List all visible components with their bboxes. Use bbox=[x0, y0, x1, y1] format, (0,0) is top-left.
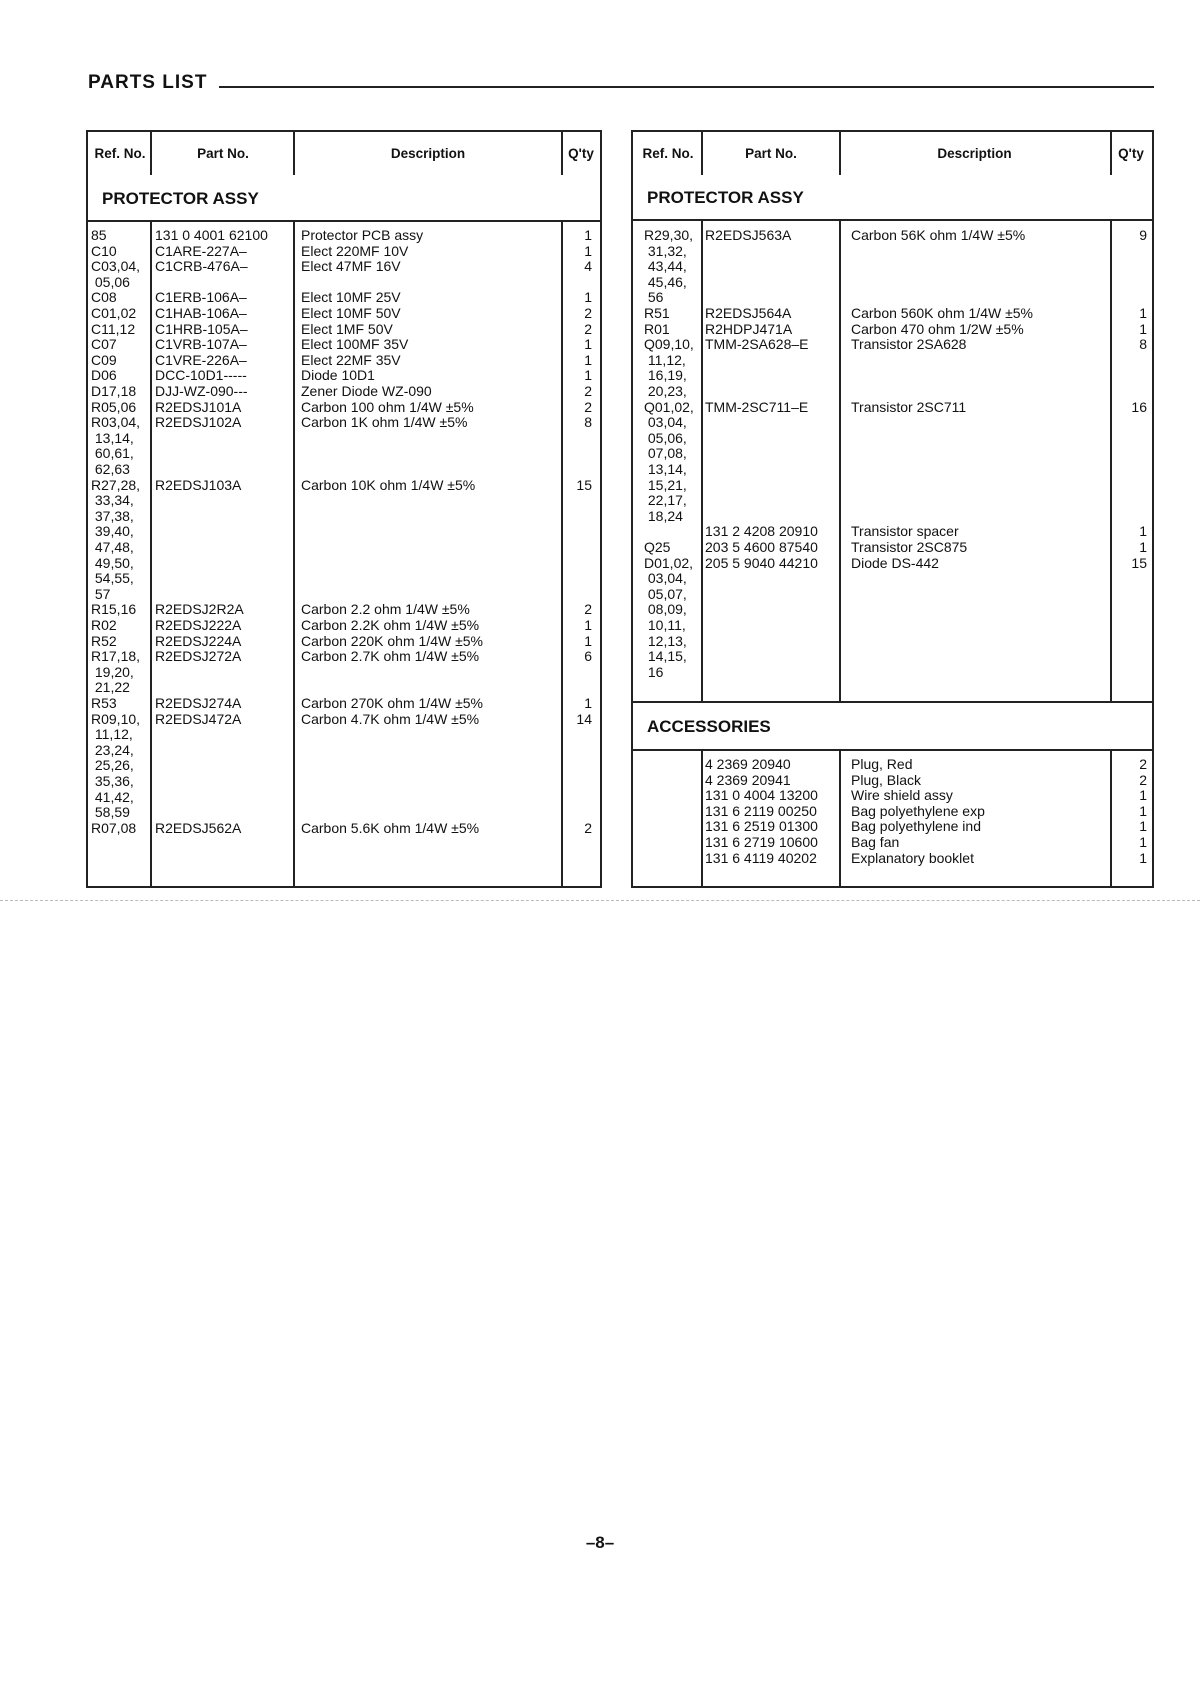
ref-no-cell: 62,63 bbox=[91, 461, 130, 477]
description-cell: Wire shield assy bbox=[851, 787, 953, 804]
dashed-separator bbox=[0, 900, 1200, 901]
qty-cell: 2 bbox=[584, 320, 592, 337]
parts-table-right bbox=[631, 130, 1154, 888]
table-row bbox=[633, 305, 1152, 321]
header-qty: Q'ty bbox=[1118, 146, 1144, 161]
description-cell: Elect 47MF 16V bbox=[301, 258, 401, 275]
qty-cell: 2 bbox=[1139, 771, 1147, 788]
table-row bbox=[88, 773, 600, 789]
ref-no-cell: 13,14, bbox=[91, 429, 134, 446]
description-cell: Elect 100MF 35V bbox=[301, 336, 409, 353]
table-row bbox=[633, 818, 1152, 834]
description-cell: Carbon 56K ohm 1/4W ±5% bbox=[851, 227, 1026, 243]
qty-cell: 1 bbox=[584, 336, 592, 353]
description-cell: Elect 10MF 50V bbox=[301, 305, 401, 321]
ref-no-cell: 05,06, bbox=[644, 429, 687, 446]
qty-cell: 1 bbox=[584, 695, 592, 711]
table-row bbox=[88, 399, 600, 415]
page-title: PARTS LIST bbox=[88, 72, 208, 93]
ref-no-cell: 31,32, bbox=[644, 242, 687, 259]
description-cell: Explanatory booklet bbox=[851, 849, 974, 866]
ref-no-cell: 18,24 bbox=[644, 507, 683, 524]
table-row bbox=[633, 492, 1152, 508]
part-no-cell: R2EDSJ274A bbox=[155, 695, 242, 711]
table-row bbox=[633, 383, 1152, 399]
ref-no-cell: R05,06 bbox=[91, 398, 137, 415]
table-row bbox=[633, 834, 1152, 850]
ref-no-cell: 10,11, bbox=[644, 617, 686, 633]
table-row bbox=[88, 523, 600, 539]
table-row bbox=[88, 570, 600, 586]
table-row bbox=[633, 633, 1152, 649]
section-title: PROTECTOR ASSY bbox=[633, 175, 1152, 221]
table-row bbox=[88, 633, 600, 649]
table-row bbox=[88, 711, 600, 727]
ref-no-cell: R15,16 bbox=[91, 601, 137, 618]
table-row bbox=[633, 477, 1152, 493]
table-row bbox=[633, 289, 1152, 305]
ref-no-cell: D01,02, bbox=[644, 554, 694, 571]
description-cell: Zener Diode WZ-090 bbox=[301, 383, 432, 399]
qty-cell: 1 bbox=[1139, 802, 1147, 819]
ref-no-cell: R03,04, bbox=[91, 414, 141, 431]
part-no-cell: R2HDPJ471A bbox=[705, 320, 793, 337]
ref-no-cell: C11,12 bbox=[91, 320, 136, 337]
table-row bbox=[88, 352, 600, 368]
ref-no-cell: 35,36, bbox=[91, 773, 134, 789]
part-no-cell: 205 5 9040 44210 bbox=[705, 554, 818, 571]
part-no-cell: 131 6 2719 10600 bbox=[705, 834, 818, 850]
table-row bbox=[88, 430, 600, 446]
part-no-cell: 131 0 4004 13200 bbox=[705, 787, 818, 804]
table-row bbox=[633, 586, 1152, 602]
qty-cell: 16 bbox=[1131, 398, 1147, 415]
header-ref-no: Ref. No. bbox=[94, 146, 146, 161]
qty-cell: 1 bbox=[1139, 320, 1147, 337]
ref-no-cell: 41,42, bbox=[91, 788, 134, 805]
qty-cell: 8 bbox=[1139, 336, 1147, 353]
qty-cell: 1 bbox=[1139, 787, 1147, 804]
ref-no-cell: 16 bbox=[644, 663, 664, 680]
table-row bbox=[633, 414, 1152, 430]
ref-no-cell: 07,08, bbox=[644, 445, 687, 462]
table-row bbox=[633, 508, 1152, 524]
table-row bbox=[633, 352, 1152, 368]
table-row bbox=[88, 617, 600, 633]
table-row bbox=[633, 523, 1152, 539]
ref-no-cell: R27,28, bbox=[91, 476, 141, 493]
table-row bbox=[88, 586, 600, 602]
table-row bbox=[633, 772, 1152, 788]
qty-cell: 1 bbox=[584, 351, 592, 368]
qty-cell: 2 bbox=[584, 398, 592, 415]
description-cell: Carbon 470 ohm 1/2W ±5% bbox=[851, 320, 1024, 337]
table-row bbox=[88, 445, 600, 461]
table-row bbox=[88, 601, 600, 617]
table-row bbox=[88, 414, 600, 430]
description-cell: Carbon 270K ohm 1/4W ±5% bbox=[301, 695, 483, 711]
header-qty: Q'ty bbox=[568, 146, 594, 161]
description-cell: Carbon 100 ohm 1/4W ±5% bbox=[301, 398, 474, 415]
ref-no-cell: R07,08 bbox=[91, 819, 137, 836]
table-row bbox=[88, 336, 600, 352]
title-rule bbox=[219, 86, 1154, 88]
ref-no-cell: C08 bbox=[91, 289, 117, 306]
table-row bbox=[88, 508, 600, 524]
table-row bbox=[88, 820, 600, 836]
table-row bbox=[88, 477, 600, 493]
table-row bbox=[633, 336, 1152, 352]
part-no-cell: R2EDSJ224A bbox=[155, 632, 242, 649]
part-no-cell: C1ARE-227A– bbox=[155, 242, 247, 259]
table-row bbox=[633, 367, 1152, 383]
table-row bbox=[88, 757, 600, 773]
table-row bbox=[88, 679, 600, 695]
ref-no-cell: 20,23, bbox=[644, 383, 687, 399]
table-row bbox=[88, 367, 600, 383]
qty-cell: 1 bbox=[584, 289, 592, 306]
description-cell: Carbon 560K ohm 1/4W ±5% bbox=[851, 305, 1033, 321]
table-row bbox=[88, 789, 600, 805]
ref-no-cell: 11,12, bbox=[91, 726, 133, 743]
description-cell: Elect 22MF 35V bbox=[301, 351, 401, 368]
description-cell: Carbon 2.2K ohm 1/4W ±5% bbox=[301, 617, 480, 633]
section-title: PROTECTOR ASSY bbox=[88, 175, 600, 222]
table-row bbox=[88, 227, 600, 243]
header-ref-no: Ref. No. bbox=[642, 146, 694, 161]
ref-no-cell: 85 bbox=[91, 227, 107, 243]
description-cell: Carbon 220K ohm 1/4W ±5% bbox=[301, 632, 483, 649]
ref-no-cell: C09 bbox=[91, 351, 117, 368]
qty-cell: 6 bbox=[584, 648, 592, 665]
ref-no-cell: 57 bbox=[91, 585, 111, 602]
qty-cell: 1 bbox=[1139, 539, 1147, 555]
qty-cell: 1 bbox=[1139, 818, 1147, 835]
table-row bbox=[88, 664, 600, 680]
part-no-cell: R2EDSJ563A bbox=[705, 227, 792, 243]
part-no-cell: C1CRB-476A– bbox=[155, 258, 248, 275]
part-no-cell: 131 6 2119 00250 bbox=[705, 802, 817, 819]
ref-no-cell: 12,13, bbox=[644, 632, 687, 649]
qty-cell: 1 bbox=[1139, 849, 1147, 866]
ref-no-cell: 25,26, bbox=[91, 757, 134, 774]
part-no-cell: R2EDSJ222A bbox=[155, 617, 242, 633]
ref-no-cell: 43,44, bbox=[644, 258, 687, 275]
description-cell: Bag polyethylene exp bbox=[851, 802, 985, 819]
description-cell: Diode 10D1 bbox=[301, 367, 375, 384]
table-row bbox=[633, 756, 1152, 772]
part-no-cell: DCC-10D1----- bbox=[155, 367, 247, 384]
table-row bbox=[88, 258, 600, 274]
description-cell: Carbon 5.6K ohm 1/4W ±5% bbox=[301, 819, 480, 836]
ref-no-cell: 23,24, bbox=[91, 741, 134, 758]
ref-no-cell: 21,22 bbox=[91, 679, 130, 696]
table-row bbox=[88, 383, 600, 399]
qty-cell: 14 bbox=[576, 710, 592, 727]
ref-no-cell: 03,04, bbox=[644, 570, 687, 587]
table-row bbox=[633, 664, 1152, 680]
ref-no-cell: C03,04, bbox=[91, 258, 141, 275]
table-row bbox=[88, 539, 600, 555]
description-cell: Plug, Black bbox=[851, 771, 922, 788]
part-no-cell: R2EDSJ472A bbox=[155, 710, 242, 727]
table-row bbox=[88, 305, 600, 321]
ref-no-cell: 13,14, bbox=[644, 461, 687, 477]
table-row bbox=[633, 445, 1152, 461]
part-no-cell: TMM-2SC711–E bbox=[705, 398, 809, 415]
description-cell: Transistor 2SC875 bbox=[851, 539, 968, 555]
table-row bbox=[88, 648, 600, 664]
table-header bbox=[88, 132, 600, 177]
ref-no-cell: Q25 bbox=[644, 539, 671, 555]
ref-no-cell: R09,10, bbox=[91, 710, 141, 727]
table-row bbox=[88, 492, 600, 508]
ref-no-cell: D06 bbox=[91, 367, 117, 384]
ref-no-cell: 49,50, bbox=[91, 554, 134, 571]
description-cell: Carbon 4.7K ohm 1/4W ±5% bbox=[301, 710, 480, 727]
parts-table-left bbox=[86, 130, 602, 888]
table-row bbox=[633, 430, 1152, 446]
qty-cell: 15 bbox=[1131, 554, 1147, 571]
part-no-cell: R2EDSJ103A bbox=[155, 476, 242, 493]
description-cell: Transistor 2SC711 bbox=[851, 398, 967, 415]
table-row bbox=[88, 804, 600, 820]
table-row bbox=[633, 850, 1152, 866]
qty-cell: 1 bbox=[584, 227, 592, 243]
part-no-cell: R2EDSJ101A bbox=[155, 398, 242, 415]
ref-no-cell: 37,38, bbox=[91, 507, 134, 524]
qty-cell: 1 bbox=[1139, 305, 1147, 321]
table-row bbox=[633, 617, 1152, 633]
part-no-cell: 131 6 4119 40202 bbox=[705, 849, 817, 866]
ref-no-cell: 54,55, bbox=[91, 570, 134, 587]
table-row bbox=[633, 243, 1152, 259]
part-no-cell: 203 5 4600 87540 bbox=[705, 539, 818, 555]
qty-cell: 2 bbox=[584, 601, 592, 618]
qty-cell: 2 bbox=[1139, 756, 1147, 772]
part-no-cell: 4 2369 20941 bbox=[705, 771, 791, 788]
part-no-cell: TMM-2SA628–E bbox=[705, 336, 809, 353]
table-row bbox=[88, 726, 600, 742]
description-cell: Elect 10MF 25V bbox=[301, 289, 401, 306]
qty-cell: 1 bbox=[1139, 834, 1147, 850]
table-row bbox=[633, 461, 1152, 477]
ref-no-cell: 58,59 bbox=[91, 804, 130, 821]
ref-no-cell: 56 bbox=[644, 289, 664, 306]
table-row bbox=[633, 258, 1152, 274]
description-cell: Transistor spacer bbox=[851, 523, 959, 540]
table-row bbox=[88, 461, 600, 477]
description-cell: Carbon 1K ohm 1/4W ±5% bbox=[301, 414, 468, 431]
part-no-cell: C1ERB-106A– bbox=[155, 289, 247, 306]
part-no-cell: C1HAB-106A– bbox=[155, 305, 247, 321]
table-row bbox=[633, 399, 1152, 415]
ref-no-cell: 47,48, bbox=[91, 539, 134, 555]
description-cell: Transistor 2SA628 bbox=[851, 336, 967, 353]
part-no-cell: 131 0 4001 62100 bbox=[155, 227, 268, 243]
part-no-cell: R2EDSJ562A bbox=[155, 819, 242, 836]
description-cell: Diode DS-442 bbox=[851, 554, 939, 571]
qty-cell: 1 bbox=[1139, 523, 1147, 540]
description-cell: Protector PCB assy bbox=[301, 227, 424, 243]
ref-no-cell: 05,06 bbox=[91, 273, 130, 290]
qty-cell: 1 bbox=[584, 632, 592, 649]
ref-no-cell: 05,07, bbox=[644, 585, 687, 602]
ref-no-cell: Q09,10, bbox=[644, 336, 694, 353]
part-no-cell: R2EDSJ2R2A bbox=[155, 601, 244, 618]
qty-cell: 15 bbox=[576, 476, 592, 493]
description-cell: Carbon 2.7K ohm 1/4W ±5% bbox=[301, 648, 480, 665]
table-row bbox=[88, 243, 600, 259]
part-no-cell: C1VRE-226A– bbox=[155, 351, 247, 368]
qty-cell: 8 bbox=[584, 414, 592, 431]
ref-no-cell: C01,02 bbox=[91, 305, 137, 321]
part-no-cell: R2EDSJ272A bbox=[155, 648, 242, 665]
table-row bbox=[633, 803, 1152, 819]
qty-cell: 2 bbox=[584, 819, 592, 836]
part-no-cell: 131 2 4208 20910 bbox=[705, 523, 818, 540]
ref-no-cell: 15,21, bbox=[644, 476, 687, 493]
ref-no-cell: 22,17, bbox=[644, 492, 687, 509]
description-cell: Carbon 10K ohm 1/4W ±5% bbox=[301, 476, 476, 493]
part-no-cell: C1VRB-107A– bbox=[155, 336, 247, 353]
qty-cell: 1 bbox=[584, 242, 592, 259]
ref-no-cell: 39,40, bbox=[91, 523, 134, 540]
ref-no-cell: 60,61, bbox=[91, 445, 134, 462]
description-cell: Elect 220MF 10V bbox=[301, 242, 409, 259]
header-description: Description bbox=[937, 146, 1012, 161]
ref-no-cell: Q01,02, bbox=[644, 398, 694, 415]
ref-no-cell: 19,20, bbox=[91, 663, 134, 680]
table-row bbox=[88, 555, 600, 571]
description-cell: Plug, Red bbox=[851, 756, 913, 772]
page-number: –8– bbox=[585, 1533, 615, 1552]
part-no-cell: C1HRB-105A– bbox=[155, 320, 248, 337]
header-part-no: Part No. bbox=[197, 146, 249, 161]
table-row bbox=[633, 601, 1152, 617]
qty-cell: 1 bbox=[584, 617, 592, 633]
table-row bbox=[88, 742, 600, 758]
qty-cell: 9 bbox=[1139, 227, 1147, 243]
table-row bbox=[633, 555, 1152, 571]
accessories-section-title: ACCESSORIES bbox=[633, 701, 1152, 751]
header-part-no: Part No. bbox=[745, 146, 797, 161]
ref-no-cell: 03,04, bbox=[644, 414, 687, 431]
table-row bbox=[88, 321, 600, 337]
ref-no-cell: 14,15, bbox=[644, 648, 687, 665]
description-cell: Bag polyethylene ind bbox=[851, 818, 981, 835]
ref-no-cell: C10 bbox=[91, 242, 117, 259]
description-cell: Carbon 2.2 ohm 1/4W ±5% bbox=[301, 601, 470, 618]
table-row bbox=[633, 539, 1152, 555]
table-row bbox=[633, 787, 1152, 803]
ref-no-cell: R01 bbox=[644, 320, 670, 337]
part-no-cell: DJJ-WZ-090--- bbox=[155, 383, 248, 399]
ref-no-cell: 08,09, bbox=[644, 601, 687, 618]
part-no-cell: 4 2369 20940 bbox=[705, 756, 791, 772]
table-row bbox=[88, 274, 600, 290]
ref-no-cell: 33,34, bbox=[91, 492, 134, 509]
ref-no-cell: R51 bbox=[644, 305, 670, 321]
description-cell: Bag fan bbox=[851, 834, 900, 850]
table-row bbox=[633, 648, 1152, 664]
qty-cell: 4 bbox=[584, 258, 592, 275]
table-row bbox=[633, 227, 1152, 243]
ref-no-cell: C07 bbox=[91, 336, 117, 353]
table-row bbox=[633, 570, 1152, 586]
qty-cell: 1 bbox=[584, 367, 592, 384]
ref-no-cell: R29,30, bbox=[644, 227, 694, 243]
ref-no-cell: R17,18, bbox=[91, 648, 141, 665]
description-cell: Elect 1MF 50V bbox=[301, 320, 393, 337]
ref-no-cell: 11,12, bbox=[644, 351, 686, 368]
header-description: Description bbox=[390, 146, 466, 161]
table-row bbox=[633, 321, 1152, 337]
table-header bbox=[633, 132, 1152, 177]
ref-no-cell: 45,46, bbox=[644, 273, 687, 290]
part-no-cell: 131 6 2519 01300 bbox=[705, 818, 818, 835]
qty-cell: 2 bbox=[584, 383, 592, 399]
ref-no-cell: R02 bbox=[91, 617, 117, 633]
ref-no-cell: R53 bbox=[91, 695, 117, 711]
ref-no-cell: R52 bbox=[91, 632, 117, 649]
table-row bbox=[633, 274, 1152, 290]
ref-no-cell: D17,18 bbox=[91, 383, 137, 399]
table-row bbox=[88, 695, 600, 711]
table-row bbox=[88, 289, 600, 305]
qty-cell: 2 bbox=[584, 305, 592, 321]
part-no-cell: R2EDSJ564A bbox=[705, 305, 792, 321]
part-no-cell: R2EDSJ102A bbox=[155, 414, 242, 431]
ref-no-cell: 16,19, bbox=[644, 367, 687, 384]
